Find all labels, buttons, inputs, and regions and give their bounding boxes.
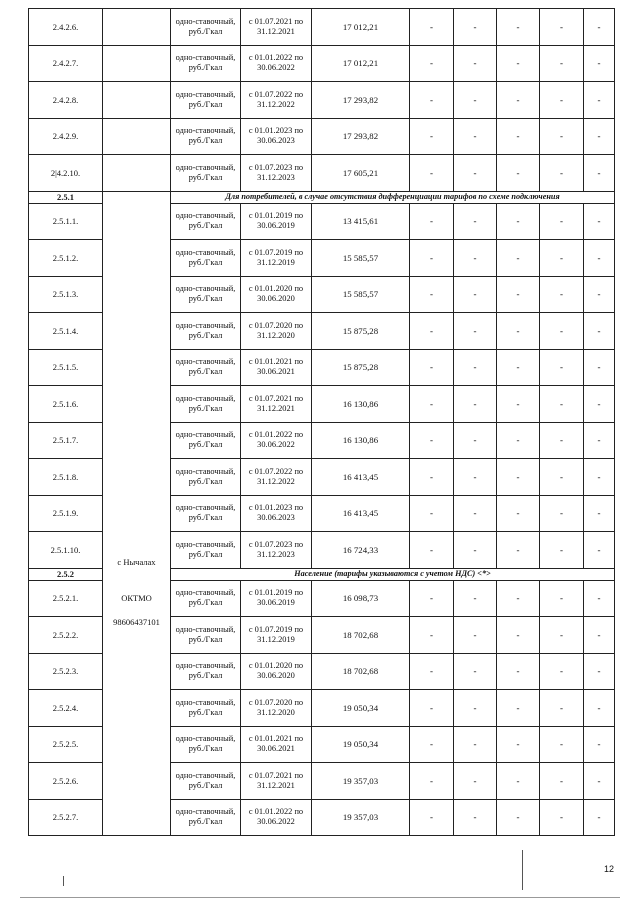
empty-value: - <box>497 422 540 459</box>
empty-value: - <box>540 580 584 617</box>
empty-value: - <box>584 203 615 240</box>
empty-value: - <box>454 422 497 459</box>
empty-value: - <box>410 203 454 240</box>
empty-value: - <box>410 9 454 46</box>
row-code: 2.5.1.5. <box>29 349 103 386</box>
tariff-value: 17 012,21 <box>312 9 410 46</box>
tariff-unit: одно-ставочный, руб./Гкал <box>171 386 241 423</box>
empty-value: - <box>410 799 454 836</box>
empty-value: - <box>584 155 615 192</box>
table-row <box>29 690 615 727</box>
blank-cell <box>103 422 171 459</box>
table-row <box>29 653 615 690</box>
table-row <box>29 617 615 654</box>
row-code: 2.5.1.10. <box>29 532 103 569</box>
scan-mark <box>20 897 620 898</box>
tariff-period: с 01.01.2019 по 30.06.2019 <box>241 203 312 240</box>
blank-cell <box>103 726 171 763</box>
table-row <box>29 459 615 496</box>
blank-cell <box>103 82 171 119</box>
empty-value: - <box>454 82 497 119</box>
table-row <box>29 799 615 836</box>
blank-cell <box>103 653 171 690</box>
table-row <box>29 155 615 192</box>
blank-cell <box>103 386 171 423</box>
blank-cell <box>103 568 171 580</box>
empty-value: - <box>410 763 454 800</box>
empty-value: - <box>454 726 497 763</box>
empty-value: - <box>584 240 615 277</box>
tariff-period: с 01.01.2020 по 30.06.2020 <box>241 276 312 313</box>
tariff-unit: одно-ставочный, руб./Гкал <box>171 653 241 690</box>
blank-cell <box>103 690 171 727</box>
empty-value: - <box>540 203 584 240</box>
table-row <box>29 45 615 82</box>
empty-value: - <box>540 763 584 800</box>
empty-value: - <box>497 276 540 313</box>
empty-value: - <box>497 9 540 46</box>
row-code: 2.5.1.4. <box>29 313 103 350</box>
tariff-value: 18 702,68 <box>312 617 410 654</box>
table-row <box>29 82 615 119</box>
row-code: 2.5.2.3. <box>29 653 103 690</box>
tariff-period: с 01.01.2019 по 30.06.2019 <box>241 580 312 617</box>
section-code: 2.5.1 <box>29 191 103 203</box>
tariff-value: 17 605,21 <box>312 155 410 192</box>
row-code: 2.4.2.7. <box>29 45 103 82</box>
tariff-period: с 01.07.2021 по 31.12.2021 <box>241 386 312 423</box>
empty-value: - <box>584 763 615 800</box>
tariff-period: с 01.07.2019 по 31.12.2019 <box>241 240 312 277</box>
empty-value: - <box>410 459 454 496</box>
tariff-unit: одно-ставочный, руб./Гкал <box>171 690 241 727</box>
empty-value: - <box>454 386 497 423</box>
empty-value: - <box>584 422 615 459</box>
empty-value: - <box>410 45 454 82</box>
tariff-unit: одно-ставочный, руб./Гкал <box>171 459 241 496</box>
empty-value: - <box>410 240 454 277</box>
tariff-value: 18 702,68 <box>312 653 410 690</box>
empty-value: - <box>497 690 540 727</box>
empty-value: - <box>540 240 584 277</box>
empty-value: - <box>584 580 615 617</box>
tariff-period: с 01.07.2019 по 31.12.2019 <box>241 617 312 654</box>
empty-value: - <box>454 45 497 82</box>
empty-value: - <box>454 617 497 654</box>
empty-value: - <box>497 45 540 82</box>
empty-value: - <box>497 118 540 155</box>
tariff-unit: одно-ставочный, руб./Гкал <box>171 349 241 386</box>
empty-value: - <box>497 580 540 617</box>
table-row <box>29 240 615 277</box>
empty-value: - <box>540 617 584 654</box>
empty-value: - <box>454 313 497 350</box>
empty-value: - <box>497 155 540 192</box>
tariff-period: с 01.07.2021 по 31.12.2021 <box>241 763 312 800</box>
tariff-unit: одно-ставочный, руб./Гкал <box>171 495 241 532</box>
blank-cell <box>103 203 171 240</box>
empty-value: - <box>454 118 497 155</box>
row-code: 2|4.2.10. <box>29 155 103 192</box>
table-row <box>29 726 615 763</box>
tariff-value: 16 724,33 <box>312 532 410 569</box>
row-code: 2.4.2.6. <box>29 9 103 46</box>
empty-value: - <box>540 495 584 532</box>
empty-value: - <box>540 118 584 155</box>
tariff-value: 19 357,03 <box>312 799 410 836</box>
empty-value: - <box>497 240 540 277</box>
empty-value: - <box>497 386 540 423</box>
empty-value: - <box>584 495 615 532</box>
tariff-unit: одно-ставочный, руб./Гкал <box>171 617 241 654</box>
empty-value: - <box>410 118 454 155</box>
empty-value: - <box>497 313 540 350</box>
empty-value: - <box>454 240 497 277</box>
tariff-period: с 01.07.2020 по 31.12.2020 <box>241 690 312 727</box>
tariff-period: с 01.01.2023 по 30.06.2023 <box>241 495 312 532</box>
tariff-period: с 01.01.2022 по 30.06.2022 <box>241 799 312 836</box>
blank-cell <box>103 118 171 155</box>
row-code: 2.5.2.1. <box>29 580 103 617</box>
empty-value: - <box>497 495 540 532</box>
tariff-unit: одно-ставочный, руб./Гкал <box>171 45 241 82</box>
empty-value: - <box>454 763 497 800</box>
table-row <box>29 276 615 313</box>
tariff-value: 17 293,82 <box>312 82 410 119</box>
tariff-period: с 01.07.2022 по 31.12.2022 <box>241 459 312 496</box>
empty-value: - <box>410 276 454 313</box>
empty-value: - <box>497 203 540 240</box>
empty-value: - <box>540 726 584 763</box>
empty-value: - <box>454 799 497 836</box>
blank-cell <box>103 45 171 82</box>
empty-value: - <box>410 155 454 192</box>
blank-cell <box>103 9 171 46</box>
empty-value: - <box>540 459 584 496</box>
empty-value: - <box>584 617 615 654</box>
empty-value: - <box>540 45 584 82</box>
empty-value: - <box>584 386 615 423</box>
empty-value: - <box>454 495 497 532</box>
row-code: 2.5.2.7. <box>29 799 103 836</box>
empty-value: - <box>540 422 584 459</box>
blank-cell <box>103 276 171 313</box>
empty-value: - <box>584 9 615 46</box>
table-row <box>29 349 615 386</box>
scan-mark <box>63 876 64 886</box>
blank-cell <box>103 313 171 350</box>
tariff-unit: одно-ставочный, руб./Гкал <box>171 82 241 119</box>
section-row <box>29 568 615 580</box>
empty-value: - <box>410 82 454 119</box>
row-code: 2.5.1.3. <box>29 276 103 313</box>
tariff-period: с 01.01.2021 по 30.06.2021 <box>241 349 312 386</box>
empty-value: - <box>497 349 540 386</box>
tariff-period: с 01.01.2020 по 30.06.2020 <box>241 653 312 690</box>
empty-value: - <box>497 617 540 654</box>
tariff-unit: одно-ставочный, руб./Гкал <box>171 799 241 836</box>
blank-cell <box>103 459 171 496</box>
tariff-unit: одно-ставочный, руб./Гкал <box>171 155 241 192</box>
empty-value: - <box>454 532 497 569</box>
empty-value: - <box>584 45 615 82</box>
empty-value: - <box>584 313 615 350</box>
row-code: 2.5.2.6. <box>29 763 103 800</box>
row-code: 2.5.1.6. <box>29 386 103 423</box>
empty-value: - <box>410 422 454 459</box>
empty-value: - <box>497 653 540 690</box>
empty-value: - <box>497 459 540 496</box>
empty-value: - <box>584 726 615 763</box>
blank-cell <box>103 495 171 532</box>
table-row <box>29 386 615 423</box>
empty-value: - <box>410 313 454 350</box>
row-code: 2.4.2.9. <box>29 118 103 155</box>
tariff-unit: одно-ставочный, руб./Гкал <box>171 9 241 46</box>
section-row <box>29 191 615 203</box>
empty-value: - <box>584 82 615 119</box>
empty-value: - <box>540 653 584 690</box>
table-row <box>29 118 615 155</box>
empty-value: - <box>497 532 540 569</box>
row-code: 2.4.2.8. <box>29 82 103 119</box>
empty-value: - <box>540 799 584 836</box>
tariff-period: с 01.07.2020 по 31.12.2020 <box>241 313 312 350</box>
table-row <box>29 203 615 240</box>
blank-cell <box>103 191 171 203</box>
section-title: Население (тарифы указываются с учетом НДС) <*> <box>171 568 615 580</box>
tariff-unit: одно-ставочный, руб./Гкал <box>171 422 241 459</box>
row-code: 2.5.1.8. <box>29 459 103 496</box>
tariff-unit: одно-ставочный, руб./Гкал <box>171 763 241 800</box>
table-row <box>29 763 615 800</box>
empty-value: - <box>540 82 584 119</box>
empty-value: - <box>584 459 615 496</box>
tariff-period: с 01.07.2022 по 31.12.2022 <box>241 82 312 119</box>
tariff-period: с 01.01.2023 по 30.06.2023 <box>241 118 312 155</box>
empty-value: - <box>584 690 615 727</box>
empty-value: - <box>540 532 584 569</box>
empty-value: - <box>454 349 497 386</box>
empty-value: - <box>454 203 497 240</box>
empty-value: - <box>497 82 540 119</box>
tariff-table-body <box>29 9 615 836</box>
tariff-value: 19 357,03 <box>312 763 410 800</box>
empty-value: - <box>497 763 540 800</box>
empty-value: - <box>410 617 454 654</box>
empty-value: - <box>497 799 540 836</box>
empty-value: - <box>584 532 615 569</box>
section-code: 2.5.2 <box>29 568 103 580</box>
oktmo-label: ОКТМО <box>103 580 171 617</box>
municipality-name: с Нычалах <box>103 532 171 569</box>
table-row <box>29 9 615 46</box>
empty-value: - <box>540 9 584 46</box>
tariff-value: 16 130,86 <box>312 386 410 423</box>
page-number: 12 <box>604 864 615 874</box>
tariff-value: 16 098,73 <box>312 580 410 617</box>
row-code: 2.5.2.4. <box>29 690 103 727</box>
tariff-value: 16 413,45 <box>312 495 410 532</box>
tariff-unit: одно-ставочный, руб./Гкал <box>171 203 241 240</box>
empty-value: - <box>540 313 584 350</box>
tariff-unit: одно-ставочный, руб./Гкал <box>171 240 241 277</box>
empty-value: - <box>410 386 454 423</box>
tariff-unit: одно-ставочный, руб./Гкал <box>171 580 241 617</box>
empty-value: - <box>410 580 454 617</box>
tariff-value: 16 413,45 <box>312 459 410 496</box>
empty-value: - <box>454 9 497 46</box>
empty-value: - <box>410 349 454 386</box>
empty-value: - <box>584 276 615 313</box>
empty-value: - <box>540 349 584 386</box>
tariff-unit: одно-ставочный, руб./Гкал <box>171 313 241 350</box>
empty-value: - <box>454 580 497 617</box>
tariff-period: с 01.01.2022 по 30.06.2022 <box>241 45 312 82</box>
tariff-value: 19 050,34 <box>312 726 410 763</box>
empty-value: - <box>584 653 615 690</box>
blank-cell <box>103 763 171 800</box>
row-code: 2.5.2.5. <box>29 726 103 763</box>
table-row <box>29 313 615 350</box>
tariff-period: с 01.01.2022 по 30.06.2022 <box>241 422 312 459</box>
empty-value: - <box>540 690 584 727</box>
empty-value: - <box>454 276 497 313</box>
tariff-value: 15 875,28 <box>312 349 410 386</box>
tariff-value: 17 012,21 <box>312 45 410 82</box>
table-row <box>29 422 615 459</box>
row-code: 2.5.1.2. <box>29 240 103 277</box>
row-code: 2.5.2.2. <box>29 617 103 654</box>
empty-value: - <box>454 155 497 192</box>
tariff-period: с 01.07.2023 по 31.12.2023 <box>241 155 312 192</box>
tariff-period: с 01.07.2023 по 31.12.2023 <box>241 532 312 569</box>
empty-value: - <box>584 799 615 836</box>
tariff-period: с 01.07.2021 по 31.12.2021 <box>241 9 312 46</box>
tariff-value: 19 050,34 <box>312 690 410 727</box>
tariff-value: 17 293,82 <box>312 118 410 155</box>
empty-value: - <box>410 653 454 690</box>
row-code: 2.5.1.1. <box>29 203 103 240</box>
empty-value: - <box>584 118 615 155</box>
tariff-period: с 01.01.2021 по 30.06.2021 <box>241 726 312 763</box>
tariff-table <box>28 8 615 836</box>
empty-value: - <box>410 495 454 532</box>
empty-value: - <box>540 386 584 423</box>
tariff-unit: одно-ставочный, руб./Гкал <box>171 726 241 763</box>
row-code: 2.5.1.9. <box>29 495 103 532</box>
table-row <box>29 532 615 569</box>
blank-cell <box>103 240 171 277</box>
empty-value: - <box>410 690 454 727</box>
tariff-value: 15 585,57 <box>312 276 410 313</box>
blank-cell <box>103 349 171 386</box>
empty-value: - <box>584 349 615 386</box>
section-title: Для потребителей, в случае отсутствия дифференциации тарифов по схеме подключения <box>171 191 615 203</box>
table-row <box>29 580 615 617</box>
blank-cell <box>103 799 171 836</box>
empty-value: - <box>540 155 584 192</box>
blank-cell <box>103 155 171 192</box>
empty-value: - <box>540 276 584 313</box>
tariff-value: 15 875,28 <box>312 313 410 350</box>
empty-value: - <box>410 532 454 569</box>
empty-value: - <box>497 726 540 763</box>
tariff-value: 13 415,61 <box>312 203 410 240</box>
empty-value: - <box>454 653 497 690</box>
tariff-value: 15 585,57 <box>312 240 410 277</box>
empty-value: - <box>454 690 497 727</box>
oktmo-code: 98606437101 <box>103 617 171 654</box>
empty-value: - <box>454 459 497 496</box>
tariff-value: 16 130,86 <box>312 422 410 459</box>
tariff-unit: одно-ставочный, руб./Гкал <box>171 276 241 313</box>
row-code: 2.5.1.7. <box>29 422 103 459</box>
scan-mark <box>522 850 523 890</box>
tariff-unit: одно-ставочный, руб./Гкал <box>171 532 241 569</box>
empty-value: - <box>410 726 454 763</box>
table-row <box>29 495 615 532</box>
tariff-unit: одно-ставочный, руб./Гкал <box>171 118 241 155</box>
